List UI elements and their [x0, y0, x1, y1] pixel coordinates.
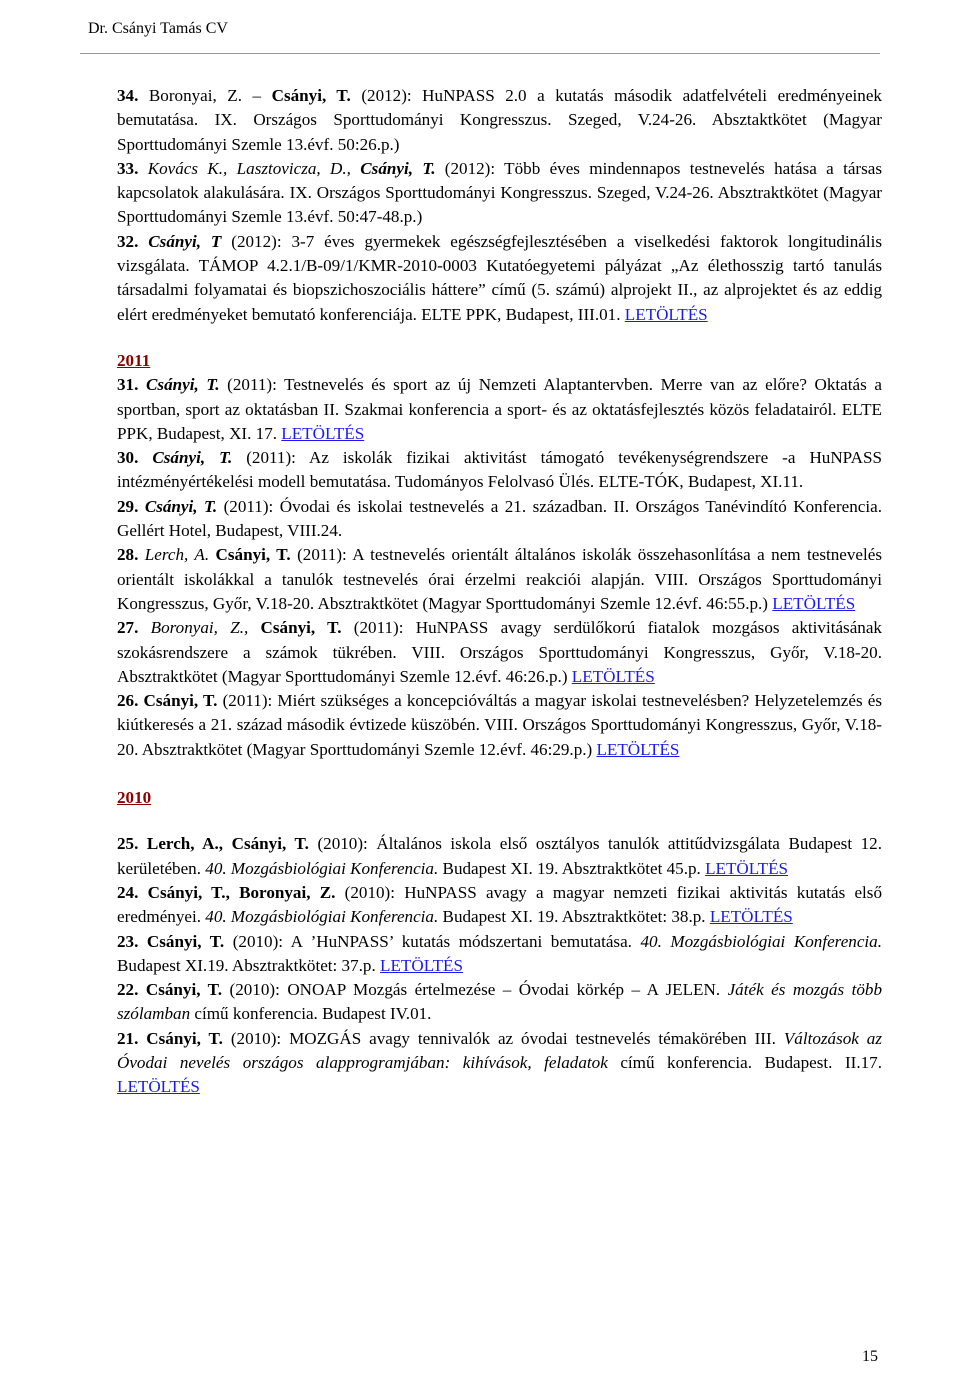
entry-author: Csányi, T. [138, 448, 233, 468]
download-link[interactable]: LETÖLTÉS [705, 858, 789, 878]
page-number: 15 [862, 1348, 878, 1365]
entry-34 [117, 84, 882, 157]
download-link[interactable]: LETÖLTÉS [117, 1077, 200, 1097]
entry-text: Budapest XI. 19. Absztraktkötet: 38.p. [438, 907, 710, 927]
entry-number: 21. [117, 1028, 139, 1048]
entry-31 [117, 373, 882, 446]
entry-text: című konferencia. Budapest IV.01. [190, 1004, 432, 1024]
entry-text: című konferencia. Budapest. II.17. [607, 1052, 883, 1072]
entry-text: (2010): ONOAP Mozgás értelmezése – Óvodai körkép – A JELEN. [222, 980, 728, 1000]
download-link[interactable]: LETÖLTÉS [624, 304, 708, 324]
entry-conference: 40. Mozgásbiológiai Konferencia. [205, 858, 439, 878]
download-link[interactable]: LETÖLTÉS [772, 593, 856, 613]
entry-number: 32. [117, 231, 139, 251]
entry-coauthors: Boronyai, Z., [138, 618, 261, 638]
header-divider [80, 53, 880, 54]
entry-author: Csányi, T. [138, 1028, 223, 1048]
publication-list [117, 84, 882, 1100]
entry-text: (2011): HuNPASS avagy serdülőkorú fiatalok mozgásos aktivitásának szokásrendszere a számok tükrében. VIII. Országos Sporttudományi Kongresszus, Győr, V.18-20. Absztraktkötet (Magyar Sporttudományi Szemle 12.évf. 46:26.p.) [117, 618, 882, 686]
entry-25 [117, 832, 882, 881]
entry-number: 31. [117, 375, 139, 395]
entry-29 [117, 495, 882, 544]
entry-21 [117, 1027, 882, 1100]
entry-text: (2011): Miért szükséges a koncepcióváltás a magyar iskolai testnevelésben? Helyzetelemzés és kiútkeresés a 21. század második évtizede küszöbén. VIII. Országos Sporttudományi Kongresszus, Győr, V.18-20. Absztraktkötet (Magyar Sporttudományi Szemle 12.évf. 46:29.p.) [117, 691, 883, 759]
entry-24 [117, 881, 882, 930]
entry-author: Csányi, T. [215, 545, 291, 565]
entry-author: Csányi, T. [360, 158, 436, 178]
entry-32 [117, 230, 882, 327]
entry-author: Csányi, T. [138, 496, 218, 516]
entry-author: Csányi, T. [138, 691, 218, 711]
entry-number: 22. [117, 980, 139, 1000]
entry-number: 34. [117, 86, 139, 105]
entry-text: (2012): Több éves mindennapos testnevelés hatása a társas kapcsolatok alakulására. IX. Országos Sporttudományi Kongresszus. Szeged, V.24-26. Absztraktkötet (Magyar Sporttudományi Szemle 13.évf. 50:47-48.p.) [117, 158, 882, 227]
entry-author: Csányi, T [138, 231, 222, 251]
entry-number: 28. [117, 545, 139, 565]
entry-text: Budapest XI.19. Absztraktkötet: 37.p. [117, 955, 381, 975]
entry-conference: Változások az Óvodai nevelés országos alapprogramjában: kihívások, feladatok [117, 1028, 882, 1072]
entry-author: Csányi, T. [138, 931, 225, 951]
entry-text: (2011): A testnevelés orientált általános iskolák összehasonlítása a nem testnevelés orientált iskolákkal a tanulók testnevelés órai érzelmi reakciói alapján. VIII. Országos Sporttudományi Kongresszus, Győr, V.18-20. Absztraktkötet (Magyar Sporttudományi Szemle 12.évf. 46:55.p.) [117, 545, 883, 613]
entry-text: (2012): HuNPASS 2.0 a kutatás második adatfelvételi eredményeinek bemutatása. IX. Országos Sporttudományi Kongresszus. Szeged, V.24-26. Absztaktkötet (Magyar Sporttudományi Szemle 13.évf. 50:26.p.) [117, 86, 882, 154]
entry-author: Csányi, T., Boronyai, Z. [138, 882, 336, 902]
entry-text: (2011): Az iskolák fizikai aktivitást támogató tevékenységrendszere -a HuNPASS intézményértékelési modell bemutatása. Tudományos Felolvasó Ülés. ELTE-TÓK, Budapest, XI.11. [117, 448, 882, 492]
entry-conference: Játék és mozgás több szólamban [117, 980, 883, 1024]
entry-coauthors: Kovács K., Lasztovicza, D., [138, 158, 361, 178]
entry-author: Csányi, T. [138, 980, 223, 1000]
entry-text: (2011): Óvodai és iskolai testnevelés a 21. században. II. Országos Tanévindító Konferencia. Gellért Hotel, Budapest, VIII.24. [117, 496, 882, 541]
download-link[interactable]: LETÖLTÉS [571, 666, 655, 686]
download-link[interactable]: LETÖLTÉS [380, 955, 463, 975]
entry-text: Budapest XI. 19. Absztraktkötet 45.p. [438, 858, 706, 878]
entry-number: 30. [117, 448, 139, 468]
year-heading-2011: 2011 [117, 350, 151, 370]
entry-text: (2010): A ’HuNPASS’ kutatás módszertani bemutatása. [224, 931, 641, 951]
entry-text: (2010): HuNPASS avagy a magyar nemzeti fizikai aktivitás kutatás első eredményei. [117, 882, 882, 927]
entry-coauthors: Lerch, A. [138, 545, 216, 565]
entry-number: 26. [117, 691, 139, 711]
entry-30 [117, 446, 882, 495]
entry-author: Csányi, T. [260, 618, 342, 638]
entry-number: 25. [117, 834, 139, 854]
entry-number: 24. [117, 882, 139, 902]
download-link[interactable]: LETÖLTÉS [596, 739, 680, 759]
entry-text: (2010): MOZGÁS avagy tennivalók az óvodai testnevelés témakörében III. [222, 1028, 784, 1048]
entry-27 [117, 616, 882, 689]
entry-number: 33. [117, 158, 139, 178]
entry-text: (2010): Általános iskola első osztályos tanulók attitűdvizsgálata Budapest 12. kerületében. [117, 834, 882, 878]
download-link[interactable]: LETÖLTÉS [709, 907, 793, 927]
year-heading-2010: 2010 [117, 788, 152, 808]
entry-author: Lerch, A., Csányi, T. [138, 834, 309, 854]
entry-number: 23. [117, 931, 139, 951]
entry-text: (2011): Testnevelés és sport az új Nemzeti Alaptantervben. Merre van az előre? Oktatás a sportban, sport az oktatásban II. Szakmai konferencia a sport- és az oktatásfejlesztés közös feladatairól. ELTE PPK, Budapest, XI. 17. [117, 375, 882, 443]
entry-author: Csányi, T. [138, 375, 220, 395]
entry-text: Boronyai, Z. – [138, 86, 272, 105]
entry-28 [117, 543, 882, 616]
header-title: Dr. Csányi Tamás CV [88, 20, 228, 37]
entry-26 [117, 689, 882, 762]
entry-conference: 40. Mozgásbiológiai Konferencia. [640, 931, 882, 951]
entry-33 [117, 157, 882, 230]
entry-conference: 40. Mozgásbiológiai Konferencia. [205, 907, 439, 927]
entry-22 [117, 978, 882, 1027]
entry-number: 27. [117, 618, 139, 638]
entry-23 [117, 930, 882, 979]
entry-text: (2012): 3-7 éves gyermekek egészségfejlesztésében a viselkedési faktorok longitudinális vizsgálata. TÁMOP 4.2.1/B-09/1/KMR-2010-0003 Kutatóegyetemi pályázat „Az élethosszig tartó tanulás társadalmi folyamatai és biopszichoszociális háttere” című (5. számú) alprojekt II., az alprojektet és az eddig elért eredményeket bemutató konferenciája. ELTE PPK, Budapest, III.01. [117, 231, 882, 324]
entry-author: Csányi, T. [271, 86, 351, 105]
entry-number: 29. [117, 496, 139, 516]
download-link[interactable]: LETÖLTÉS [281, 423, 365, 443]
